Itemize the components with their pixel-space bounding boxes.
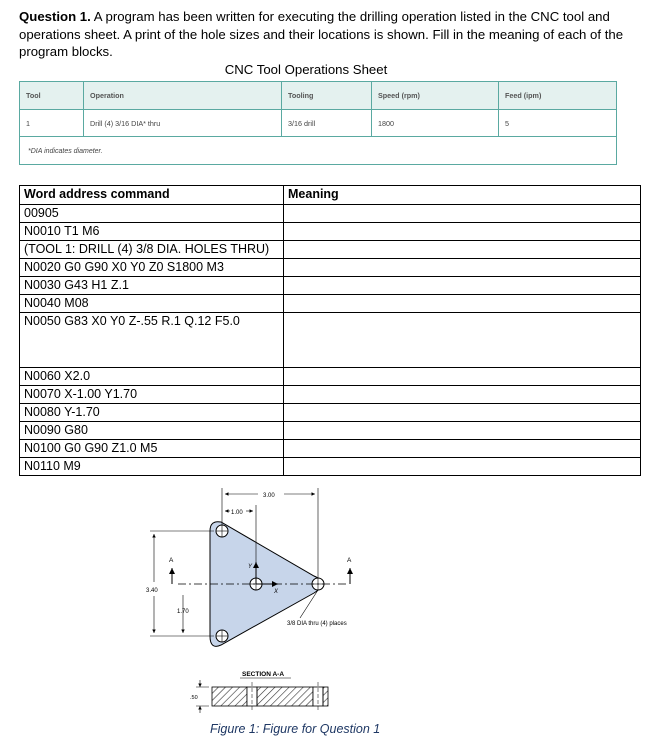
dim-100: 1.00 bbox=[231, 510, 243, 516]
command-cell: N0010 T1 M6 bbox=[20, 223, 284, 241]
section-mark-right: A bbox=[347, 557, 352, 564]
figure-caption: Figure 1: Figure for Question 1 bbox=[210, 722, 381, 736]
ops-cell-tool: 1 bbox=[20, 110, 84, 136]
dim-050: .50 bbox=[190, 695, 198, 701]
header-word-address: Word address command bbox=[20, 186, 284, 205]
command-cell: N0080 Y-1.70 bbox=[20, 404, 284, 422]
section-mark-left: A bbox=[169, 557, 174, 564]
command-cell: N0030 G43 H1 Z.1 bbox=[20, 277, 284, 295]
dim-170: 1.70 bbox=[177, 609, 189, 615]
ops-header-tooling: Tooling bbox=[282, 82, 372, 109]
question-body: A program has been written for executing the drilling operation listed in the CNC tool and operations sheet. A print of the hole sizes and their locations is shown. Fill in the meaning of each of the program blocks. bbox=[19, 9, 624, 59]
section-label: SECTION A-A bbox=[242, 671, 285, 678]
section-view bbox=[212, 682, 328, 711]
command-cell: N0070 X-1.00 Y1.70 bbox=[20, 386, 284, 404]
dim-340: 3.40 bbox=[146, 588, 158, 594]
ops-sheet-title: CNC Tool Operations Sheet bbox=[224, 62, 388, 77]
header-meaning: Meaning bbox=[284, 186, 641, 205]
ops-header-tool: Tool bbox=[20, 82, 84, 109]
command-cell: (TOOL 1: DRILL (4) 3/8 DIA. HOLES THRU) bbox=[20, 241, 284, 259]
label-y: Y bbox=[248, 564, 253, 570]
command-cell: N0110 M9 bbox=[20, 458, 284, 476]
ops-header-operation: Operation bbox=[84, 82, 282, 109]
command-cell: N0040 M08 bbox=[20, 295, 284, 313]
ops-header-feed: Feed (ipm) bbox=[505, 91, 542, 100]
ops-cell-speed: 1800 bbox=[372, 110, 499, 136]
ops-cell-tooling: 3/16 drill bbox=[282, 110, 372, 136]
ops-footnote: *DIA indicates diameter. bbox=[28, 148, 103, 155]
hole-note: 3/8 DIA thru (4) places bbox=[287, 621, 347, 627]
command-cell: N0050 G83 X0 Y0 Z-.55 R.1 Q.12 F5.0 bbox=[20, 313, 284, 368]
dim-300: 3.00 bbox=[263, 493, 275, 499]
label-x: X bbox=[274, 589, 279, 595]
ops-cell-feed: 5 bbox=[505, 118, 509, 128]
command-cell: N0020 G0 G90 X0 Y0 Z0 S1800 M3 bbox=[20, 259, 284, 277]
ops-cell-operation: Drill (4) 3/16 DIA* thru bbox=[84, 110, 282, 136]
command-cell: N0100 G0 G90 Z1.0 M5 bbox=[20, 440, 284, 458]
hole-top bbox=[216, 525, 228, 537]
command-cell: N0090 G80 bbox=[20, 422, 284, 440]
hole-bottom bbox=[216, 630, 228, 642]
ops-header-speed: Speed (rpm) bbox=[372, 82, 499, 109]
command-cell: N0060 X2.0 bbox=[20, 368, 284, 386]
command-cell: 00905 bbox=[20, 205, 284, 223]
question-label: Question 1. bbox=[19, 9, 91, 24]
